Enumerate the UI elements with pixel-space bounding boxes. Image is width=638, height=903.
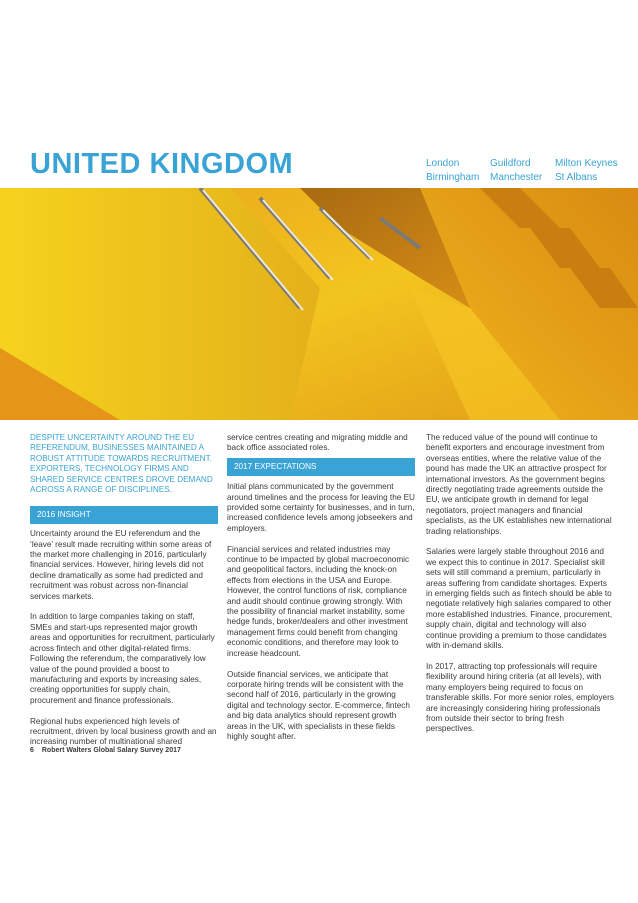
paragraph: Initial plans communicated by the government around timelines and the process for leaving the EU provided some certainty for businesses, and in turn, increased confidence levels among jobseekers and employers. (227, 482, 415, 533)
city: St Albans (555, 172, 598, 183)
stairwell-photo (0, 188, 638, 420)
column-a (30, 433, 218, 758)
intro-summary: DESPITE UNCERTAINTY AROUND THE EU REFERENDUM, BUSINESSES MAINTAINED A ROBUST ATTITUDE TOWARDS RECRUITMENT. EXPORTERS, TECHNOLOGY FIRMS AND SHARED SERVICE CENTRES DROVE DEMAND ACROSS A RANGE OF DISCIPLINES. (30, 433, 213, 495)
paragraph: Outside financial services, we anticipate that corporate hiring trends will be consistent with the second half of 2016, particularly in the growing digital and technology sector. E-commerce, fintech and big data analytics should represent growth areas in the UK, with specialists in these fields highly sought after. (227, 669, 410, 741)
page-number: 6 (30, 747, 34, 754)
city: Guildford (490, 158, 531, 169)
column-b (227, 433, 415, 753)
paragraph: Financial services and related industries may continue to be impacted by global macroeconomic and geopolitical factors, including the knock-on effects from elections in the USA and Europe. However, the control functions of risk, compliance and audit should continue growing strongly. With the possibility of financial market instability, some hedge funds, broker/dealers and other investment management firms could benefit from changing economic conditions, and therefore may look to increase headcount. (227, 544, 410, 658)
city: London (426, 158, 460, 169)
paragraph: Uncertainty around the EU referendum and the ‘leave’ result made recruiting within some areas of the market more challenging in 2016, particularly financial services. However, hiring levels did not decline dramatically as some had predicted and recruitment was robust across non-financial services markets. (30, 529, 212, 601)
city: Milton Keynes (555, 158, 618, 169)
city-list-2 (490, 157, 542, 185)
section-tag-2017-expectations: 2017 EXPECTATIONS (227, 458, 415, 476)
publication-name: Robert Walters Global Salary Survey 2017 (41, 747, 181, 754)
hero-image (0, 188, 638, 420)
city: Birmingham (426, 172, 480, 183)
paragraph: service centres creating and migrating middle and back office associated roles. (227, 433, 408, 453)
column-c (426, 433, 614, 745)
section-tag-2016-insight: 2016 INSIGHT (30, 506, 218, 524)
paragraph: Salaries were largely stable throughout 2016 and we expect this to continue in 2017. Specialist skill sets will still command a premium, particularly in areas suffering from candidate shortages. Experts in emerging fields such as fintech should be able to negotiate relatively high salaries compared to other more established industries. Finance, procurement, supply chain, digital and technology will also continue providing a premium to those candidates with in-demand skills. (426, 547, 613, 651)
paragraph: The reduced value of the pound will continue to benefit exporters and encourage investment from overseas entities, where the relative value of the pound has made the UK an attractive prospect for international investors. As the government begins directly negotiating trade agreements outside the EU, we anticipate growth in demand for legal negotiators, project managers and financial specialists, as the UK establishes new international trading relationships. (426, 433, 612, 536)
city-list-3 (555, 157, 618, 185)
paragraph: Regional hubs experienced high levels of recruitment, driven by local business growth and an increasing number of multinational shared (30, 716, 217, 747)
city: Manchester (490, 172, 543, 183)
city-list-1 (426, 157, 479, 185)
paragraph: In addition to large companies taking on staff, SMEs and start-ups represented major growth areas and opportunities for recruitment, particularly across fintech and other digital-related firms. Following the referendum, the comparatively low value of the pound provided a boost to manufacturing and exports by increasing sales, creating opportunities for supply chain, procurement and finance professionals. (30, 612, 215, 705)
paragraph: In 2017, attracting top professionals will require flexibility around hiring criteria (at all levels), with many employers being required to focus on transferable skills. For more senior roles, employers are increasingly considering hiring professionals from outside their sector to bring fresh perspectives. (426, 661, 614, 734)
page-title: UNITED KINGDOM (30, 148, 294, 180)
page-footer (30, 747, 181, 754)
